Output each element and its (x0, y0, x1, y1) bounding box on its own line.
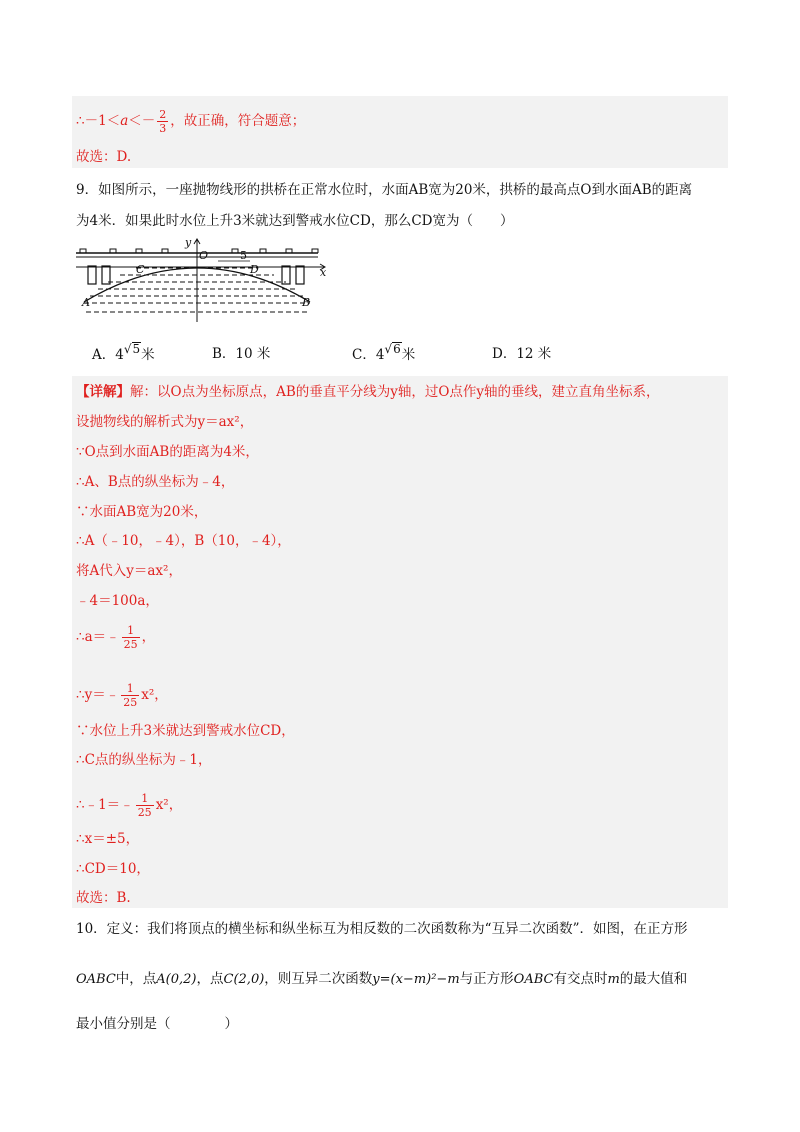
solution-line-1: 【详解】解：以O点为坐标原点，AB的垂直平分线为y轴，过O点作y轴的垂线，建立直角坐标系， (76, 384, 660, 400)
question-10-line2: OABC中，点A(0,2)，点C(2,0)，则互异二次函数y=(x−m)²−m与正方形OABC有交点时m的最大值和 (76, 971, 688, 987)
solution-line-2: 设抛物线的解析式为y＝ax²， (76, 414, 254, 430)
fraction: $\frac{2}{3}$ (159, 108, 167, 135)
solution-line-8: ﹣4＝100a， (76, 593, 159, 609)
solution-line-13: ∴﹣1＝﹣ $\frac{1}{25}$ x²， (76, 792, 183, 819)
question-10-line3: 最小值分别是（ ） (76, 1016, 238, 1032)
width-5-label: 5 (240, 249, 247, 262)
answer-line: 故选：D. (76, 149, 132, 165)
option-b[interactable]: B．10 米 (212, 346, 271, 362)
solution-line-7: 将A代入y＝ax²， (76, 563, 182, 579)
solution-line-5: ∵水面AB宽为20米， (76, 504, 208, 520)
point-c-label: C (136, 263, 145, 276)
option-c[interactable]: C．4√6米 (352, 342, 416, 363)
solution-line-12: ∴C点的纵坐标为﹣1， (76, 752, 212, 768)
solution-line-9: ∴a＝﹣ $\frac{1}{25}$ ， (76, 624, 156, 651)
solution-line-4: ∴A、B点的纵坐标为﹣4， (76, 474, 235, 490)
option-d[interactable]: D．12 米 (492, 346, 552, 362)
question-10-line1: 10．定义：我们将顶点的横坐标和纵坐标互为相反数的二次函数称为“互异二次函数”．如图，在正方形 (76, 921, 688, 937)
solution-line: ∴－1＜a＜－ $\frac{2}{3}$ ，故正确，符合题意； (76, 108, 306, 135)
fraction: $\frac{1}{25}$ (123, 624, 138, 651)
solution-line-11: ∵水位上升3米就达到警戒水位CD， (76, 723, 295, 739)
fraction: $\frac{1}{25}$ (137, 792, 152, 819)
point-b-label: B (302, 296, 311, 309)
bridge-figure (72, 236, 334, 322)
solution-line-3: ∵O点到水面AB的距离为4米， (76, 444, 259, 460)
solution-line-14: ∴x＝±5， (76, 831, 140, 847)
axis-y-label: y (185, 236, 192, 249)
solution-line-16: 故选：B. (76, 890, 131, 906)
point-d-label: D (250, 263, 259, 276)
solution-line-10: ∴y＝﹣ $\frac{1}{25}$ x²， (76, 682, 168, 709)
question-9-line1: 9．如图所示，一座抛物线形的拱桥在正常水位时，水面AB宽为20米，拱桥的最高点O到水面AB的距离 (76, 182, 693, 198)
option-a[interactable]: A．4√5米 (92, 342, 155, 363)
origin-label: O (199, 249, 209, 262)
solution-line-15: ∴CD＝10， (76, 861, 150, 877)
question-9-line2: 为4米．如果此时水位上升3米就达到警戒水位CD，那么CD宽为（ ） (76, 213, 514, 229)
axis-x-label: x (320, 266, 327, 279)
solution-line-6: ∴A（﹣10，﹣4），B（10，﹣4）， (76, 533, 291, 549)
fraction: $\frac{1}{25}$ (123, 682, 138, 709)
point-a-label: A (82, 296, 90, 309)
